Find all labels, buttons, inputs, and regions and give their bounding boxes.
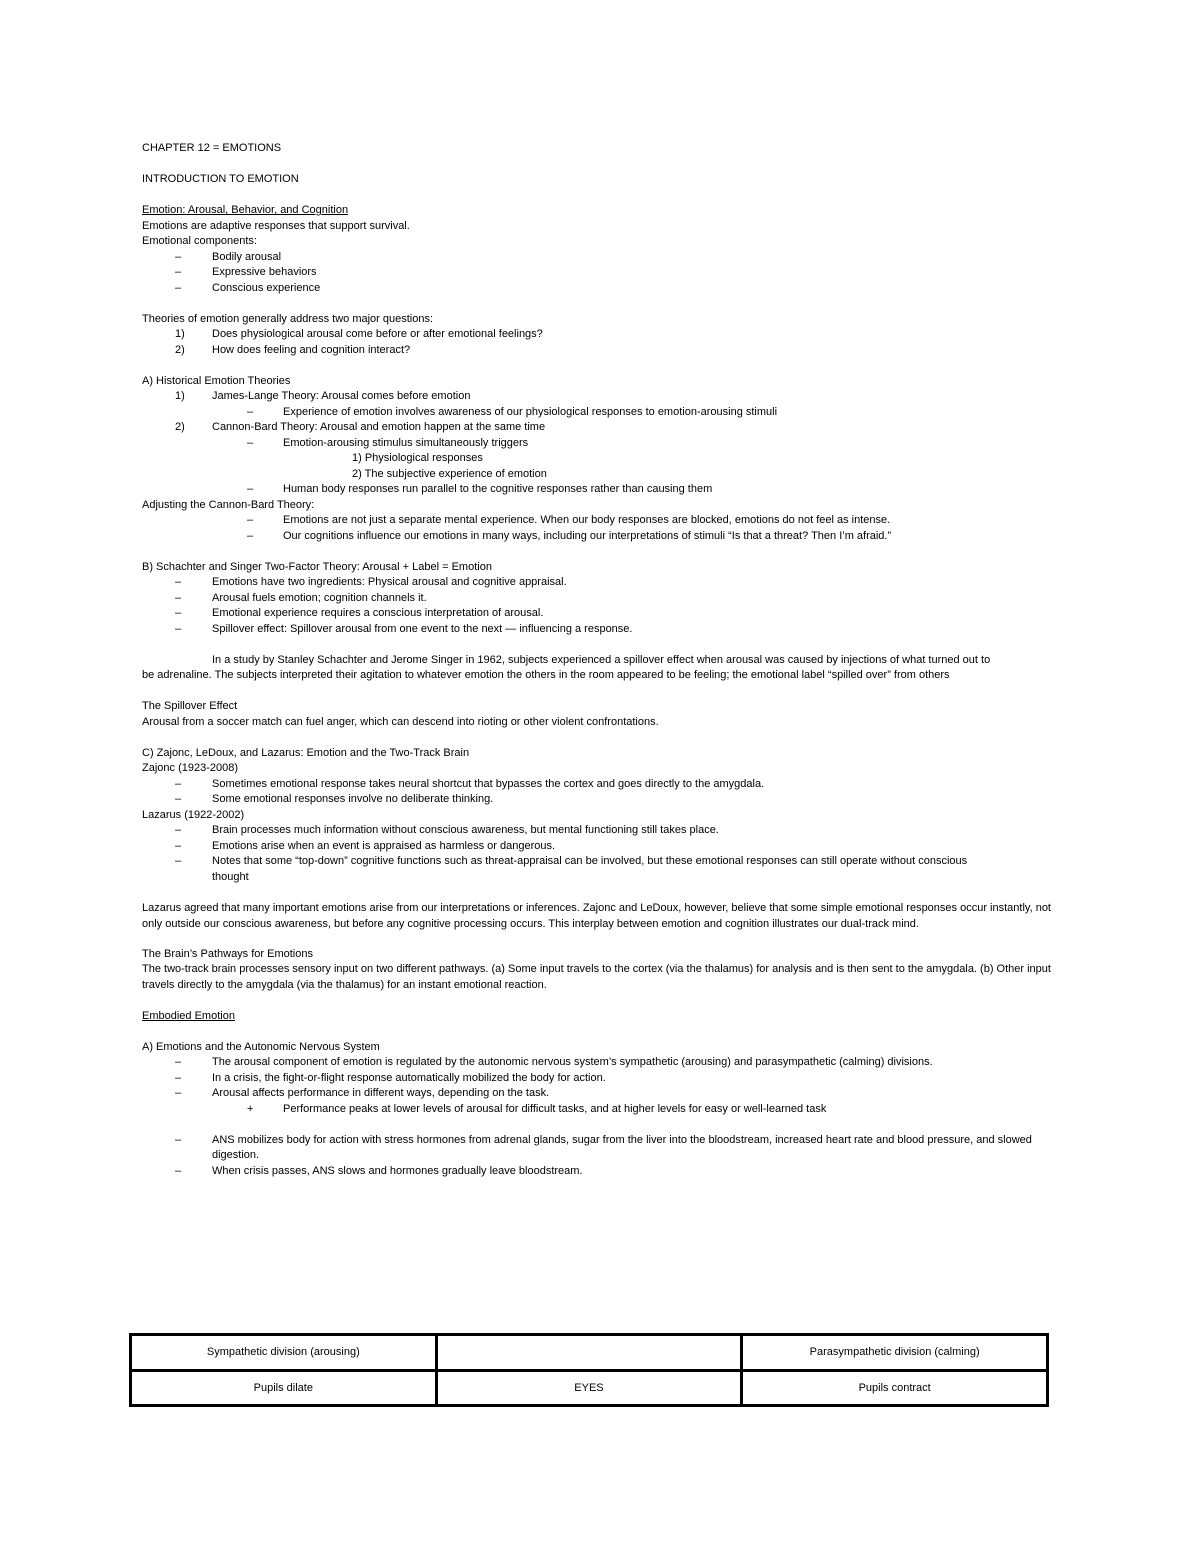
subsection-heading: The Spillover Effect	[142, 700, 238, 712]
list-item: 1) Physiological responses	[352, 452, 483, 464]
list-item: The arousal component of emotion is regulated by the autonomic nervous system’s sympathetic (arousing) and parasympathetic (calming) divisions.	[212, 1056, 933, 1068]
dash-bullet: –	[247, 514, 254, 526]
dash-bullet: –	[175, 282, 182, 294]
intro-heading: INTRODUCTION TO EMOTION	[142, 173, 299, 185]
table-cell: Parasympathetic division (calming)	[742, 1335, 1048, 1371]
table-cell: Pupils contract	[742, 1370, 1048, 1406]
list-item: ANS mobilizes body for action with stress hormones from adrenal glands, sugar from the liver into the bloodstream, increased heart rate and blood pressure, and slowed digestion.	[212, 1134, 1032, 1161]
table-row	[131, 1370, 1048, 1406]
list-item: Spillover effect: Spillover arousal from one event to the next — influencing a response.	[212, 623, 633, 635]
dash-bullet: –	[175, 266, 182, 278]
list-item: How does feeling and cognition interact?	[212, 344, 411, 356]
dash-bullet: –	[175, 840, 182, 852]
list-item: 2) The subjective experience of emotion	[352, 468, 547, 480]
list-item: Expressive behaviors	[212, 266, 317, 278]
dash-bullet: –	[175, 592, 182, 604]
section-heading: Embodied Emotion	[142, 1010, 235, 1022]
list-number: 2)	[175, 344, 185, 356]
subsection-heading: The Brain’s Pathways for Emotions	[142, 948, 313, 960]
table-cell: Sympathetic division (arousing)	[131, 1335, 437, 1371]
list-item: In a crisis, the fight-or-flight response automatically mobilized the body for action.	[212, 1072, 606, 1084]
body-text: Emotions are adaptive responses that support survival.	[142, 220, 410, 232]
table-cell: EYES	[436, 1370, 742, 1406]
dash-bullet: –	[247, 406, 254, 418]
list-item: Emotions arise when an event is appraised as harmless or dangerous.	[212, 840, 556, 852]
dash-bullet: –	[175, 1134, 182, 1146]
dash-bullet: –	[175, 623, 182, 635]
list-item: Emotion-arousing stimulus simultaneously triggers	[283, 437, 529, 449]
dash-bullet: –	[175, 1165, 182, 1177]
dash-bullet: –	[175, 855, 182, 867]
chapter-title: CHAPTER 12 = EMOTIONS	[142, 142, 282, 154]
list-item: Experience of emotion involves awareness of our physiological responses to emotion-arousing stimuli	[283, 406, 778, 418]
paragraph-text: The two-track brain processes sensory input on two different pathways. (a) Some input travels to the cortex (via the thalamus) for analysis and is then sent to the amygdala. (b) Other input travels directly to the amygdala (via the thalamus) for an instant emotional reaction.	[142, 963, 1051, 991]
paragraph-text: In a study by Stanley Schachter and Jerome Singer in 1962, subjects experienced a spillover effect when arousal was caused by injections of what turned out to	[212, 654, 991, 666]
body-text: Emotional components:	[142, 235, 257, 247]
dash-bullet: –	[175, 824, 182, 836]
dash-bullet: –	[175, 576, 182, 588]
paragraph-text: be adrenaline. The subjects interpreted their agitation to whatever emotion the others in the room appeared to be feeling; the emotional label “spilled over” from others	[142, 669, 950, 681]
list-item: James-Lange Theory: Arousal comes before emotion	[212, 390, 471, 402]
dash-bullet: –	[247, 530, 254, 542]
list-item: Some emotional responses involve no deliberate thinking.	[212, 793, 494, 805]
list-number: 2)	[175, 421, 185, 433]
list-item: Arousal fuels emotion; cognition channels it.	[212, 592, 427, 604]
body-text: Zajonc (1923-2008)	[142, 762, 239, 774]
dash-bullet: –	[175, 778, 182, 790]
list-item: Cannon-Bard Theory: Arousal and emotion happen at the same time	[212, 421, 546, 433]
list-item: Performance peaks at lower levels of arousal for difficult tasks, and at higher levels for easy or well-learned task	[283, 1103, 827, 1115]
section-heading: Emotion: Arousal, Behavior, and Cognition	[142, 204, 349, 216]
list-item: Sometimes emotional response takes neural shortcut that bypasses the cortex and goes directly to the amygdala.	[212, 778, 765, 790]
list-item: thought	[212, 871, 249, 883]
body-text: Theories of emotion generally address two major questions:	[142, 313, 434, 325]
subsection-heading: A) Emotions and the Autonomic Nervous System	[142, 1041, 380, 1053]
paragraph-text: Lazarus agreed that many important emotions arise from our interpretations or inferences. Zajonc and LeDoux, however, believe that some simple emotional responses occur instantly, not only outside our conscious awareness, but before any cognitive processing occurs. This interplay between emotion and cognition illustrates our dual-track mind.	[142, 902, 1051, 930]
list-number: 1)	[175, 390, 185, 402]
body-text: Lazarus (1922-2002)	[142, 809, 245, 821]
body-text: Adjusting the Cannon-Bard Theory:	[142, 499, 315, 511]
table-cell	[436, 1335, 742, 1371]
dash-bullet: –	[247, 483, 254, 495]
list-item: Bodily arousal	[212, 251, 282, 263]
section-heading: B) Schachter and Singer Two-Factor Theory: Arousal + Label = Emotion	[142, 561, 492, 573]
list-item: Emotions have two ingredients: Physical arousal and cognitive appraisal.	[212, 576, 567, 588]
dash-bullet: –	[247, 437, 254, 449]
list-item: Conscious experience	[212, 282, 321, 294]
section-heading: A) Historical Emotion Theories	[142, 375, 291, 387]
list-number: 1)	[175, 328, 185, 340]
list-item: Brain processes much information without conscious awareness, but mental functioning still takes place.	[212, 824, 719, 836]
body-text: Arousal from a soccer match can fuel anger, which can descend into rioting or other violent confrontations.	[142, 716, 659, 728]
list-item: Human body responses run parallel to the cognitive responses rather than causing them	[283, 483, 713, 495]
list-item: Emotions are not just a separate mental experience. When our body responses are blocked, emotions do not feel as intense.	[283, 514, 891, 526]
plus-bullet: +	[247, 1103, 254, 1115]
dash-bullet: –	[175, 1056, 182, 1068]
list-item: Arousal affects performance in different ways, depending on the task.	[212, 1087, 550, 1099]
list-item: Our cognitions influence our emotions in many ways, including our interpretations of stimuli “Is that a threat? Then I’m afraid.”	[283, 530, 892, 542]
list-item: Notes that some “top-down” cognitive functions such as threat-appraisal can be involved, but these emotional responses can still operate without conscious	[212, 855, 968, 867]
table-cell: Pupils dilate	[131, 1370, 437, 1406]
dash-bullet: –	[175, 793, 182, 805]
dash-bullet: –	[175, 1072, 182, 1084]
nervous-system-table	[129, 1333, 1049, 1407]
section-heading: C) Zajonc, LeDoux, and Lazarus: Emotion and the Two-Track Brain	[142, 747, 470, 759]
table-row	[131, 1335, 1048, 1371]
dash-bullet: –	[175, 1087, 182, 1099]
list-item: Emotional experience requires a conscious interpretation of arousal.	[212, 607, 544, 619]
dash-bullet: –	[175, 251, 182, 263]
list-item: Does physiological arousal come before or after emotional feelings?	[212, 328, 543, 340]
dash-bullet: –	[175, 607, 182, 619]
list-item: When crisis passes, ANS slows and hormones gradually leave bloodstream.	[212, 1165, 583, 1177]
